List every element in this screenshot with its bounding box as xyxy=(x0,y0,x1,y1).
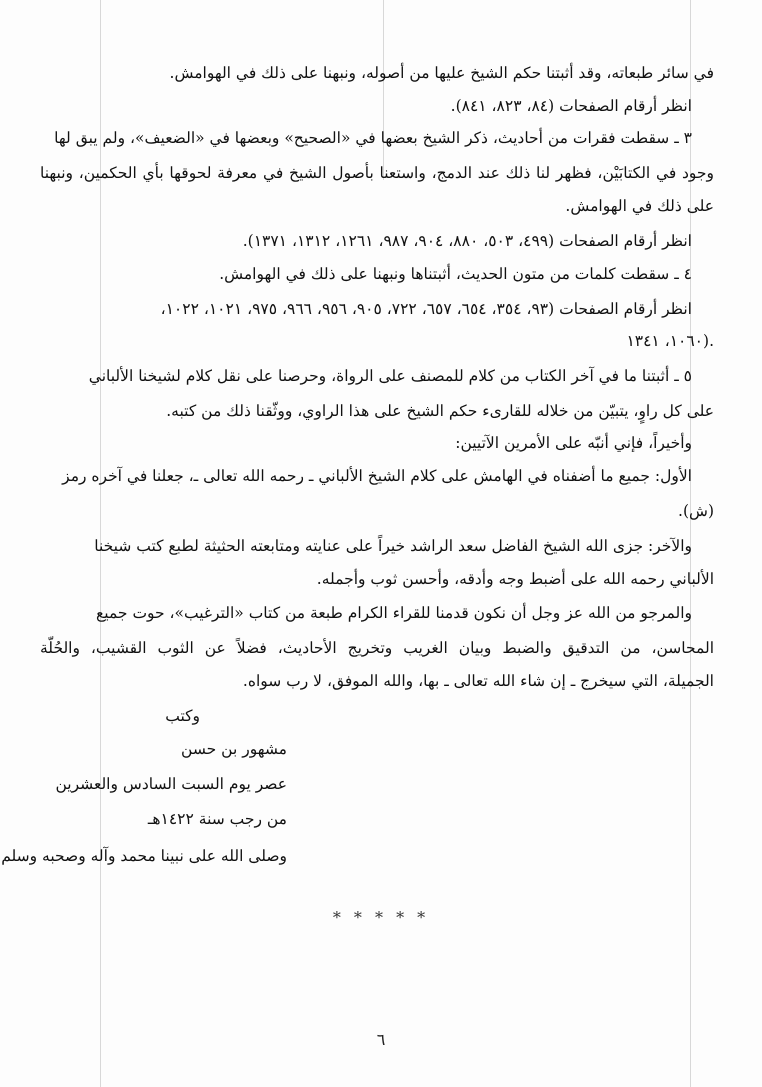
body-line: الأول: جميع ما أضفناه في الهامش على كلام الشيخ الألباني ـ رحمه الله تعالى ـ، جعلنا في آخره رمز xyxy=(62,467,692,485)
body-line: الألباني رحمه الله على أضبط وجه وأدقه، وأحسن ثوب وأجمله. xyxy=(316,570,714,588)
body-line: (ش). xyxy=(678,502,714,520)
body-line: ٥ ـ أثبتنا ما في آخر الكتاب من كلام للمصنف على الرواة، وحرصنا على نقل كلام لشيخنا الألباني xyxy=(88,367,692,385)
body-line: وجود في الكتابَيْن، فظهر لنا ذلك عند الدمج، واستعنا بأصول الشيخ في معرفة لحوقها بأي الحكمين، ونبهنا xyxy=(40,164,714,182)
signature-closing: وصلى الله على نبينا محمد وآله وصحبه وسلم xyxy=(1,847,287,865)
body-line: المحاسن، من التدقيق والضبط وبيان الغريب وتخريج الأحاديث، فضلاً عن الثوب القشيب، والحُلّة xyxy=(40,639,714,657)
body-line: في سائر طبعاته، وقد أثبتنا حكم الشيخ عليها من أصوله، ونبهنا على ذلك في الهوامش. xyxy=(169,64,714,82)
signature-date-line-1: عصر يوم السبت السادس والعشرين xyxy=(55,775,287,793)
body-line: والمرجو من الله عز وجل أن نكون قدمنا للقراء الكرام طبعة من كتاب «الترغيب»، حوت جميع xyxy=(96,604,692,622)
body-line: على ذلك في الهوامش. xyxy=(565,197,714,215)
body-line: انظر أرقام الصفحات (٤٩٩، ٥٠٣، ٨٨٠، ٩٠٤، ٩٨٧، ١٢٦١، ١٣١٢، ١٣٧١). xyxy=(242,232,692,250)
signature-name: مشهور بن حسن xyxy=(181,740,287,758)
body-line: على كل راوٍ، يتبيّن من خلاله للقارىء حكم الشيخ على هذا الراوي، ووثّقنا ذلك من كتبه. xyxy=(166,402,714,420)
signature-date-line-2: من رجب سنة ١٤٢٢هـ xyxy=(147,810,287,828)
scan-mark xyxy=(383,0,384,180)
body-line: ٤ ـ سقطت كلمات من متون الحديث، أثبتناها ونبهنا على ذلك في الهوامش. xyxy=(219,265,692,283)
body-line: انظر أرقام الصفحات (٨٤، ٨٢٣، ٨٤١). xyxy=(450,97,692,115)
body-line: ٣ ـ سقطت فقرات من أحاديث، ذكر الشيخ بعضها في «الصحيح» وبعضها في «الضعيف»، ولم يبق لها xyxy=(54,129,692,147)
body-line: والآخر: جزى الله الشيخ الفاضل سعد الراشد خيراً على عنايته ومتابعته الحثيثة لطبع كتب شيخنا xyxy=(94,537,692,555)
signature-wrote: وكتب xyxy=(165,707,200,725)
page-number: ٦ xyxy=(376,1030,386,1049)
body-line: ١٠٦٠، ١٣٤١). xyxy=(626,332,714,350)
body-line: انظر أرقام الصفحات (٩٣، ٣٥٤، ٦٥٤، ٦٥٧، ٧٢٢، ٩٠٥، ٩٥٦، ٩٦٦، ٩٧٥، ١٠٢١، ١٠٢٢، xyxy=(160,300,692,318)
section-separator: * * * * * xyxy=(332,908,430,927)
body-line: وأخيراً، فإني أنبّه على الأمرين الآتيين: xyxy=(455,434,692,452)
body-line: الجميلة، التي سيخرج ـ إن شاء الله تعالى ـ بها، والله الموفق، لا رب سواه. xyxy=(242,672,714,690)
